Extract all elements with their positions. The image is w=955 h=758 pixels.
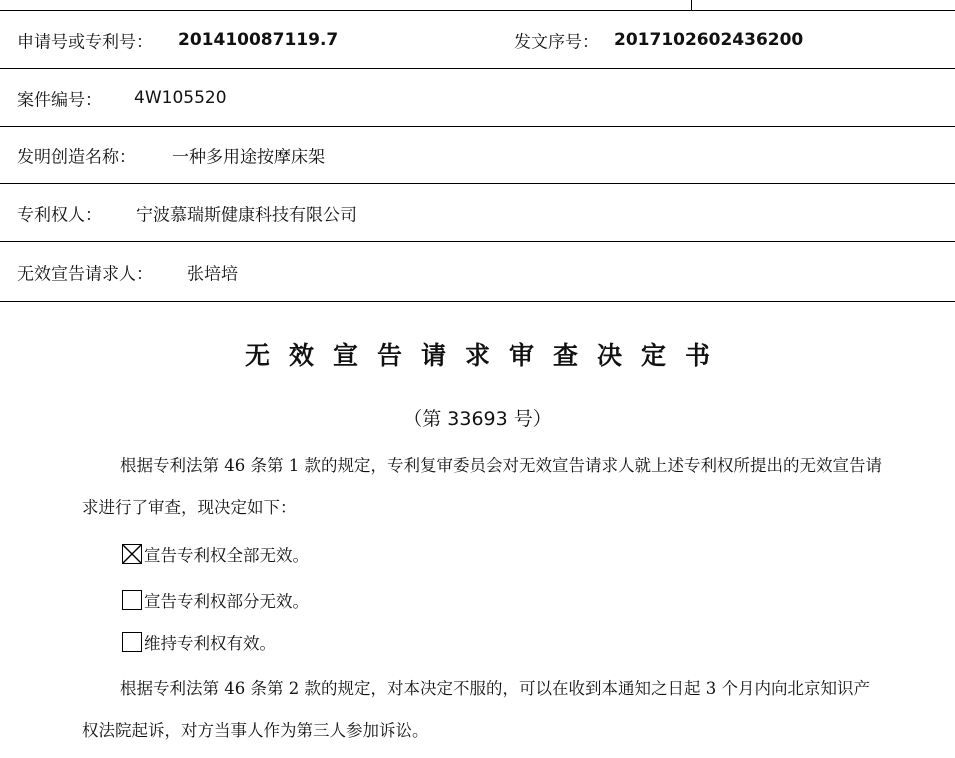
patentee-name: 宁波慕瑞斯健康科技有限公司 [136,205,357,225]
intro-paragraph [82,445,882,529]
patentee-row [0,184,955,242]
document-title: 无效宣告请求审查决定书 [244,341,729,370]
option-label: 宣告专利权部分无效。 [144,592,309,611]
patentee-label: 专利权人： [17,205,102,225]
case-label: 案件编号： [17,90,102,110]
checked-box-icon [122,544,142,564]
option-label: 宣告专利权全部无效。 [144,546,309,565]
case-number: 4W105520 [134,87,227,108]
appeal-text: 根据专利法第 46 条第 2 款的规定，对本决定不服的，可以在收到本通知之日起 3 个月内向北京知识产权法院起诉，对方当事人作为第三人参加诉讼。 [82,679,870,740]
decision-number: （第 33693 号） [403,408,552,430]
option-maintain-valid [122,630,276,654]
requester-name: 张培培 [187,264,238,284]
invention-row [0,127,955,184]
case-row [0,69,955,127]
unchecked-box-icon [122,632,142,652]
dispatch-number: 2017102602436200 [614,29,804,50]
appeal-paragraph [82,668,882,752]
top-border-divider [691,0,692,10]
application-row [0,11,955,69]
option-invalidate-all [122,542,309,566]
option-label: 维持专利权有效。 [144,634,276,653]
requester-label: 无效宣告请求人： [17,264,153,284]
invention-name: 一种多用途按摩床架 [172,147,325,168]
requester-row [0,242,955,302]
application-label: 申请号或专利号： [17,32,153,52]
intro-text: 根据专利法第 46 条第 1 款的规定，专利复审委员会对无效宣告请求人就上述专利权所提出的无效宣告请求进行了审查，现决定如下： [82,456,882,517]
unchecked-box-icon [122,590,142,610]
dispatch-label: 发文序号： [514,32,599,52]
option-invalidate-partial [122,588,309,612]
application-number: 201410087119.7 [178,29,339,50]
top-border [0,0,955,11]
invention-label: 发明创造名称： [17,147,136,168]
